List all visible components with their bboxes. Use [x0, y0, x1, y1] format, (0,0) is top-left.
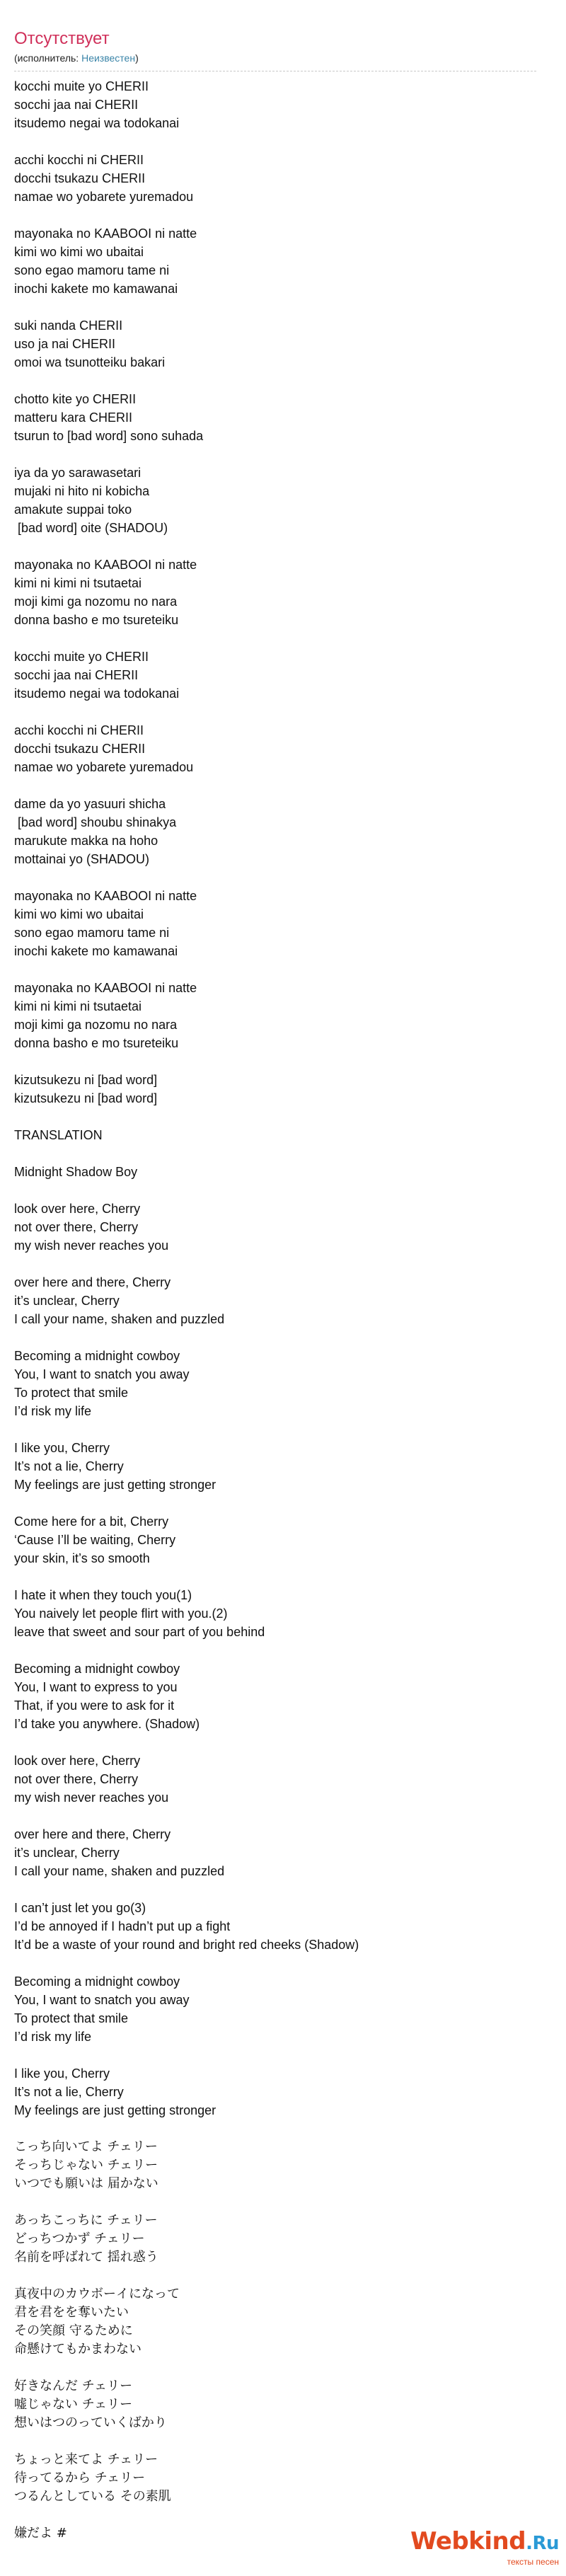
lyric-line: I hate it when they touch you(1): [14, 1588, 192, 1602]
lyrics-stanza: [14, 1273, 552, 1328]
lyric-line: kizutsukezu ni [bad word]: [14, 1073, 158, 1087]
lyric-line: look over here, Cherry: [14, 1754, 141, 1768]
lyric-line: moji kimi ga nozomu no nara: [14, 1018, 178, 1032]
lyric-line: it’s unclear, Cherry: [14, 1294, 120, 1308]
lyric-line: kimi wo kimi wo ubaitai: [14, 245, 144, 259]
lyric-line: tsurun to [bad word] sono suhada: [14, 429, 204, 443]
lyric-line: You, I want to snatch you away: [14, 1367, 190, 1381]
lyrics-stanza: [14, 464, 552, 537]
lyric-line: inochi kakete mo kamawanai: [14, 944, 178, 958]
lyric-line: [bad word] oite (SHADOU): [14, 521, 168, 535]
lyric-line: amakute suppai toko: [14, 502, 132, 517]
page: [14, 0, 552, 2543]
lyric-line: You, I want to snatch you away: [14, 1993, 190, 2007]
lyric-line: namae wo yobarete yuremadou: [14, 190, 194, 204]
lyric-line: 嫌だよ #: [14, 2526, 67, 2541]
lyric-line: over here and there, Cherry: [14, 1827, 171, 1841]
lyric-line: mayonaka no KAABOOI ni natte: [14, 558, 197, 572]
lyrics-stanza: [14, 887, 552, 960]
site-logo[interactable]: [410, 2528, 559, 2567]
lyric-line: itsudemo negai wa todokanai: [14, 116, 180, 130]
lyric-line: socchi jaa nai CHERII: [14, 668, 139, 682]
artist-prefix: (исполнитель:: [14, 52, 82, 64]
lyric-line: mottainai yo (SHADOU): [14, 852, 150, 866]
lyric-line: つるんとしている その素肌: [14, 2489, 171, 2504]
lyric-line: It’s not a lie, Cherry: [14, 1459, 124, 1473]
lyric-line: That, if you were to ask for it: [14, 1698, 175, 1713]
lyric-line: leave that sweet and sour part of you behind: [14, 1625, 265, 1639]
brand-tld: .Ru: [526, 2533, 559, 2554]
lyric-line: itsudemo negai wa todokanai: [14, 686, 180, 701]
lyric-line: acchi kocchi ni CHERII: [14, 723, 144, 737]
lyrics-stanza: [14, 1071, 552, 1108]
lyric-line: 真夜中のカウボーイになって: [14, 2287, 180, 2301]
lyric-line: My feelings are just getting stronger: [14, 1478, 216, 1492]
lyric-line: Becoming a midnight cowboy: [14, 1349, 180, 1363]
lyric-line: acchi kocchi ni CHERII: [14, 153, 144, 167]
lyrics-stanza: [14, 77, 552, 132]
lyric-line: こっち向いてよ チェリー: [14, 2139, 158, 2154]
lyric-line: I can’t just let you go(3): [14, 1901, 146, 1915]
lyric-line: donna basho e mo tsureteiku: [14, 1036, 179, 1050]
lyric-line: not over there, Cherry: [14, 1772, 139, 1786]
lyric-line: I’d risk my life: [14, 1404, 92, 1418]
lyrics-stanza: [14, 2212, 552, 2267]
lyrics-body: [14, 77, 552, 2543]
lyric-line: いつでも願いは 届かない: [14, 2176, 158, 2191]
lyric-line: dame da yo yasuuri shicha: [14, 797, 166, 811]
lyrics-stanza: [14, 2451, 552, 2506]
lyric-line: docchi tsukazu CHERII: [14, 742, 146, 756]
lyric-line: I like you, Cherry: [14, 2066, 110, 2081]
song-title: Отсутствует: [14, 29, 110, 48]
lyric-line: ちょっと来てよ チェリー: [14, 2452, 158, 2467]
lyric-line: kocchi muite yo CHERII: [14, 650, 149, 664]
lyrics-stanza: [14, 1899, 552, 1954]
lyric-line: TRANSLATION: [14, 1128, 103, 1142]
lyric-line: iya da yo sarawasetari: [14, 466, 142, 480]
lyrics-stanza: [14, 1512, 552, 1568]
artist-line: [14, 51, 552, 65]
lyrics-stanza: [14, 2377, 552, 2432]
artist-suffix: ): [135, 52, 139, 64]
lyric-line: namae wo yobarete yuremadou: [14, 760, 194, 774]
lyrics-stanza: [14, 1163, 552, 1181]
lyric-line: My feelings are just getting stronger: [14, 2103, 216, 2117]
lyric-line: I like you, Cherry: [14, 1441, 110, 1455]
lyric-line: 君を君をを奪いたい: [14, 2305, 129, 2320]
lyrics-stanza: [14, 556, 552, 629]
lyrics-stanza: [14, 2285, 552, 2359]
lyric-line: marukute makka na hoho: [14, 834, 158, 848]
lyric-line: I’d take you anywhere. (Shadow): [14, 1717, 200, 1731]
lyric-line: Becoming a midnight cowboy: [14, 1974, 180, 1989]
lyric-line: my wish never reaches you: [14, 1790, 169, 1805]
lyric-line: 待ってるから チェリー: [14, 2471, 146, 2485]
lyrics-stanza: [14, 795, 552, 868]
lyrics-stanza: [14, 1439, 552, 1494]
lyric-line: 命懸けてもかまわない: [14, 2342, 142, 2357]
lyric-line: To protect that smile: [14, 1386, 129, 1400]
lyrics-stanza: [14, 390, 552, 445]
lyrics-stanza: [14, 1586, 552, 1641]
lyric-line: look over here, Cherry: [14, 1202, 141, 1216]
lyric-line: ‘Cause I’ll be waiting, Cherry: [14, 1533, 176, 1547]
lyric-line: kocchi muite yo CHERII: [14, 79, 149, 93]
lyric-line: To protect that smile: [14, 2011, 129, 2025]
lyrics-stanza: [14, 721, 552, 776]
lyric-line: Midnight Shadow Boy: [14, 1165, 138, 1179]
lyric-line: it’s unclear, Cherry: [14, 1846, 120, 1860]
lyric-line: kimi wo kimi wo ubaitai: [14, 907, 144, 921]
lyric-line: そっちじゃない チェリー: [14, 2158, 158, 2173]
lyrics-stanza: [14, 1660, 552, 1733]
lyric-line: inochi kakete mo kamawanai: [14, 282, 178, 296]
lyrics-stanza: [14, 2064, 552, 2120]
lyric-line: mayonaka no KAABOOI ni natte: [14, 889, 197, 903]
lyric-line: docchi tsukazu CHERII: [14, 171, 146, 185]
lyric-line: Come here for a bit, Cherry: [14, 1514, 169, 1529]
lyric-line: You, I want to express to you: [14, 1680, 178, 1694]
lyric-line: socchi jaa nai CHERII: [14, 98, 139, 112]
lyric-line: suki nanda CHERII: [14, 318, 123, 333]
lyric-line: moji kimi ga nozomu no nara: [14, 594, 178, 609]
lyrics-stanza: [14, 1752, 552, 1807]
lyric-line: mayonaka no KAABOOI ni natte: [14, 226, 197, 241]
lyric-line: matteru kara CHERII: [14, 410, 133, 425]
brand-main: Webkind: [410, 2527, 526, 2555]
brand-name: [410, 2528, 559, 2557]
lyrics-stanza: [14, 1347, 552, 1420]
lyric-line: その笑顔 守るために: [14, 2323, 133, 2338]
lyric-line: kimi ni kimi ni tsutaetai: [14, 576, 142, 590]
lyric-line: donna basho e mo tsureteiku: [14, 613, 179, 627]
lyric-line: not over there, Cherry: [14, 1220, 139, 1234]
lyric-line: I call your name, shaken and puzzled: [14, 1312, 225, 1326]
lyric-line: your skin, it’s so smooth: [14, 1551, 150, 1565]
lyrics-stanza: [14, 151, 552, 206]
lyric-line: kimi ni kimi ni tsutaetai: [14, 999, 142, 1013]
lyric-line: あっちこっちに チェリー: [14, 2213, 158, 2228]
lyric-line: 嘘じゃない チェリー: [14, 2397, 133, 2412]
lyric-line: omoi wa tsunotteiku bakari: [14, 355, 166, 369]
brand-tagline: тексты песен: [507, 2557, 559, 2567]
lyric-line: chotto kite yo CHERII: [14, 392, 137, 406]
lyric-line: 想いはつのっていくばかり: [14, 2415, 167, 2430]
lyric-line: mujaki ni hito ni kobicha: [14, 484, 150, 498]
lyrics-stanza: [14, 224, 552, 298]
lyric-line: kizutsukezu ni [bad word]: [14, 1091, 158, 1105]
lyric-line: my wish never reaches you: [14, 1238, 169, 1253]
lyric-line: mayonaka no KAABOOI ni natte: [14, 981, 197, 995]
lyrics-stanza: [14, 1825, 552, 1880]
lyrics-stanza: [14, 2138, 552, 2193]
lyric-line: Becoming a midnight cowboy: [14, 1662, 180, 1676]
lyric-line: I’d be annoyed if I hadn’t put up a fight: [14, 1919, 231, 1933]
lyrics-stanza: [14, 979, 552, 1052]
lyric-line: 好きなんだ チェリー: [14, 2379, 133, 2393]
artist-link[interactable]: Неизвестен: [81, 52, 136, 64]
lyric-line: over here and there, Cherry: [14, 1275, 171, 1289]
lyric-line: I call your name, shaken and puzzled: [14, 1864, 225, 1878]
lyrics-stanza: [14, 1200, 552, 1255]
lyrics-stanza: [14, 1972, 552, 2046]
lyric-line: 名前を呼ばれて 揺れ惑う: [14, 2250, 158, 2265]
lyric-line: It’d be a waste of your round and bright red cheeks (Shadow): [14, 1938, 359, 1952]
lyric-line: sono egao mamoru tame ni: [14, 926, 170, 940]
lyric-line: sono egao mamoru tame ni: [14, 263, 170, 277]
lyric-line: You naively let people flirt with you.(2): [14, 1606, 228, 1621]
lyric-line: uso ja nai CHERII: [14, 337, 116, 351]
lyrics-stanza: [14, 316, 552, 372]
lyric-line: I’d risk my life: [14, 2030, 92, 2044]
lyric-line: [bad word] shoubu shinakya: [14, 815, 177, 829]
lyrics-stanza: [14, 648, 552, 703]
lyrics-stanza: [14, 1126, 552, 1144]
lyric-line: It’s not a lie, Cherry: [14, 2085, 124, 2099]
lyric-line: どっちつかず チェリー: [14, 2231, 145, 2246]
